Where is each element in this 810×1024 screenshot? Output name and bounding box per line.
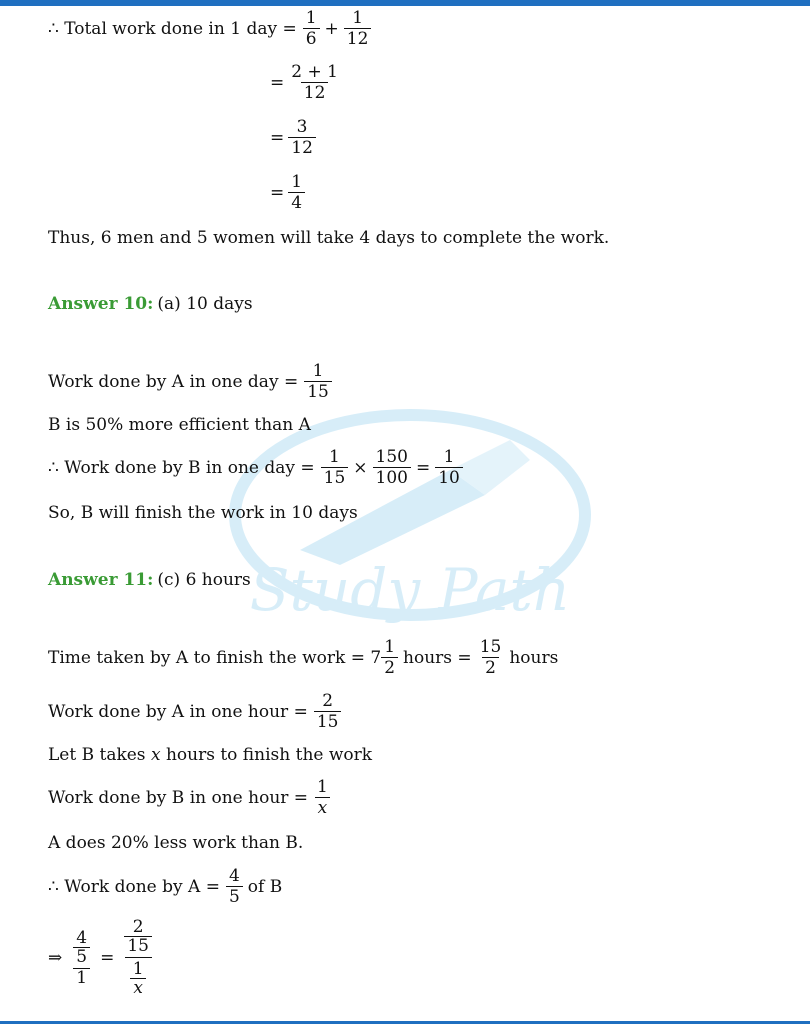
fraction-one-fifteenth: $\frac{1}{15}$ bbox=[304, 361, 332, 402]
work-b-line: ∴ Work done by B in one day = $\frac{1}{15}$ × $\frac{150}{100}$ = $\frac{1}{10}$ bbox=[48, 447, 465, 488]
watermark-text: Study Path bbox=[249, 556, 571, 624]
answer-10-heading bbox=[48, 294, 253, 314]
fraction-one-fourth: $\frac{1}{4}$ bbox=[288, 172, 305, 213]
fraction-15-2: $\frac{15}{2}$ bbox=[479, 637, 502, 678]
answer-11-heading bbox=[48, 570, 251, 590]
work-a-of-b-line: ∴ Work done by A = $\frac{4}{5}$ of B bbox=[48, 866, 283, 907]
fraction-one-twelfth: $\frac{1}{12}$ bbox=[344, 8, 372, 49]
step-line-4: = $\frac{1}{4}$ bbox=[270, 172, 307, 213]
fraction-three-twelfths: $\frac{3}{12}$ bbox=[288, 117, 316, 158]
answer-10-text: (a) 10 days bbox=[157, 294, 253, 314]
b-finish-text: So, B will finish the work in 10 days bbox=[48, 503, 358, 523]
fraction-1-10: $\frac{1}{10}$ bbox=[435, 447, 463, 488]
efficiency-text: B is 50% more efficient than A bbox=[48, 415, 311, 435]
step-line-3: = $\frac{3}{12}$ bbox=[270, 117, 318, 158]
total-work-label: ∴ Total work done in 1 day = bbox=[48, 18, 297, 39]
fraction-150-100: $\frac{150}{100}$ bbox=[373, 447, 411, 488]
implies-line: ⇒ $\frac{\frac{4}{5}}{1}$ = $\frac{\frac{2}{15}}{\frac{1}{x}}$ bbox=[48, 918, 159, 997]
less-work-text: A does 20% less work than B. bbox=[48, 833, 304, 853]
total-work-line: ∴ Total work done in 1 day = $\frac{1}{6}$ + $\frac{1}{12}$ bbox=[48, 8, 373, 49]
conclusion-text: Thus, 6 men and 5 women will take 4 days to complete the work. bbox=[48, 228, 610, 248]
right-nested-fraction: $\frac{\frac{2}{15}}{\frac{1}{x}}$ bbox=[119, 918, 157, 997]
fraction-2-15: $\frac{2}{15}$ bbox=[314, 691, 342, 732]
top-border bbox=[0, 0, 810, 6]
work-a-line: Work done by A in one day = $\frac{1}{15}$ bbox=[48, 361, 334, 402]
fraction-one-sixth: $\frac{1}{6}$ bbox=[303, 8, 320, 49]
work-b-hour-line: Work done by B in one hour = $\frac{1}{x}$ bbox=[48, 777, 333, 818]
answer-11-text: (c) 6 hours bbox=[157, 570, 251, 590]
time-a-line: Time taken by A to finish the work = 7 $\frac{1}{2}$ hours = $\frac{15}{2}$ hours bbox=[48, 637, 559, 678]
fraction-1-x: $\frac{1}{x}$ bbox=[314, 777, 331, 818]
work-a-hour-line: Work done by A in one hour = $\frac{2}{15}$ bbox=[48, 691, 343, 732]
fraction-half: $\frac{1}{2}$ bbox=[381, 637, 398, 678]
fraction-1-15: $\frac{1}{15}$ bbox=[321, 447, 349, 488]
let-b-line: Let B takes x hours to finish the work bbox=[48, 745, 373, 765]
fraction-4-5: $\frac{4}{5}$ bbox=[226, 866, 243, 907]
answer-11-label: Answer 11: bbox=[48, 570, 154, 590]
watermark-logo bbox=[210, 400, 610, 650]
fraction-sum: $\frac{2 + 1}{12}$ bbox=[291, 62, 338, 103]
step-line-2: = $\frac{2 + 1}{12}$ bbox=[270, 62, 343, 103]
answer-10-label: Answer 10: bbox=[48, 294, 154, 314]
left-nested-fraction: $\frac{\frac{4}{5}}{1}$ bbox=[68, 929, 95, 987]
